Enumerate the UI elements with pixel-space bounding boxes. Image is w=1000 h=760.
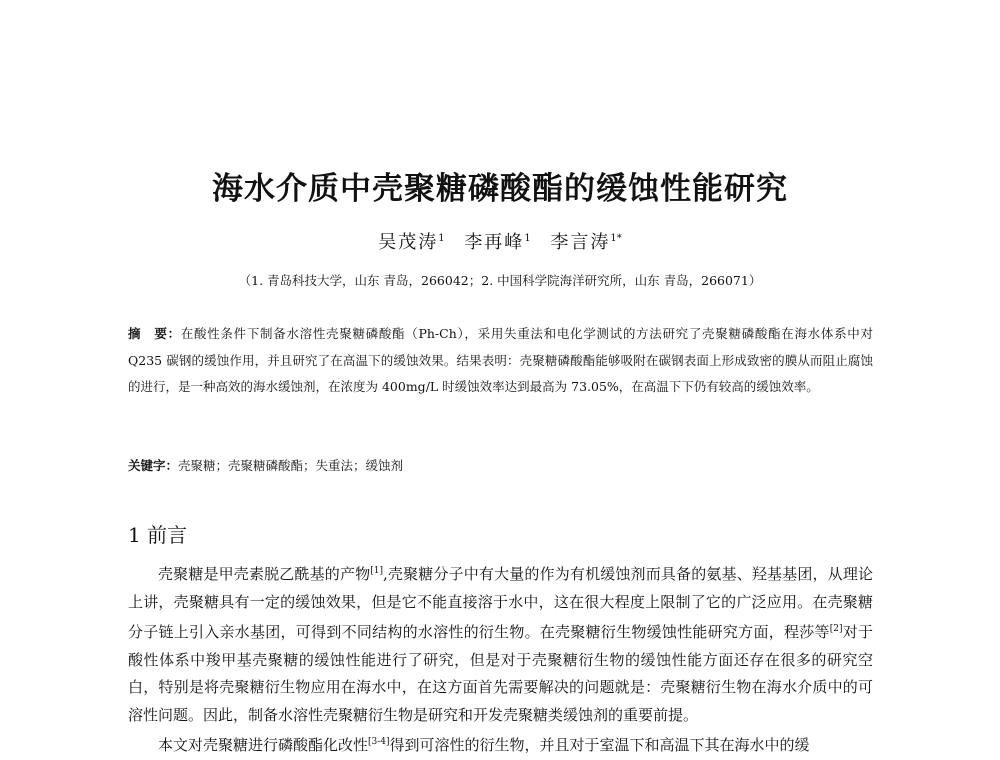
text-run: 对于酸性体系中羧甲基壳聚糖的缓蚀性能进行了研究，但是对于壳聚糖衍生物的缓蚀性能方面还存在很多的研究空白，特别是将壳聚糖衍生物应用在海水中，在这方面首先需要解决的问题就是：壳聚糖衍生物在海水介质中的可溶性问题。因此，制备水溶性壳聚糖衍生物是研究和开发壳聚糖类缓蚀剂的重要前提。: [128, 623, 873, 724]
affiliations: （1. 青岛科技大学，山东 青岛，266042；2. 中国科学院海洋研究所，山东 青岛，266071）: [238, 273, 762, 288]
author-name: 李言涛: [550, 232, 611, 253]
text-run: 壳聚糖是甲壳素脱乙酰基的产物: [158, 565, 371, 583]
citation: [3-4]: [368, 737, 390, 747]
paper-title: 海水介质中壳聚糖磷酸酯的缓蚀性能研究: [212, 171, 788, 207]
text-run: 本文对壳聚糖进行磷酸酯化改性: [158, 736, 369, 754]
author: [464, 232, 530, 253]
author: [378, 232, 444, 253]
abstract-label: 摘 要：: [128, 326, 181, 341]
body-paragraph: [128, 558, 873, 729]
citation: [2]: [829, 624, 843, 634]
keywords: [128, 455, 873, 477]
section-body: [128, 558, 873, 754]
body-paragraph-partial: [128, 729, 873, 754]
author-mark: 1: [438, 233, 445, 244]
keywords-text: 壳聚糖；壳聚糖磷酸酯；失重法；缓蚀剂: [178, 458, 404, 473]
abstract-text: 在酸性条件下制备水溶性壳聚糖磷酸酯（Ph-Ch），采用失重法和电化学测试的方法研究了壳聚糖磷酸酯在海水体系中对 Q235 碳钢的缓蚀作用，并且研究了在高温下的缓蚀效果。结果表明：壳聚糖磷酸酯能够吸附在碳钢表面上形成致密的膜从而阻止腐蚀的进行，是一种高效的海水缓蚀剂，在浓度为 400mg/L 时缓蚀效率达到最高为 73.05%，在高温下下仍有较高的缓蚀效率。: [128, 326, 873, 394]
author: [550, 232, 621, 253]
text-run: 得到可溶性的衍生物，并且对于室温下和高温下其在海水中的缓: [389, 736, 810, 754]
citation: [1]: [370, 566, 384, 576]
abstract: [128, 321, 873, 401]
author-name: 李再峰: [464, 232, 525, 253]
author-name: 吴茂涛: [378, 232, 439, 253]
keywords-label: 关键字：: [128, 458, 179, 473]
text-run: ,壳聚糖分子中有大量的作为有机缓蚀剂而具备的氨基、羟基基团，从理论上讲，壳聚糖具有一定的缓蚀效果，但是它不能直接溶于水中，这在很大程度上限制了它的广泛应用。在壳聚糖分子链上引入亲水基团，可得到不同结构的水溶性的衍生物。在壳聚糖衍生物缓蚀性能研究方面，程莎等: [128, 565, 873, 641]
author-list: [0, 228, 1000, 254]
author-mark: 1: [524, 233, 531, 244]
section-heading: 1 前言: [128, 523, 188, 547]
author-mark: 1*: [610, 233, 622, 244]
